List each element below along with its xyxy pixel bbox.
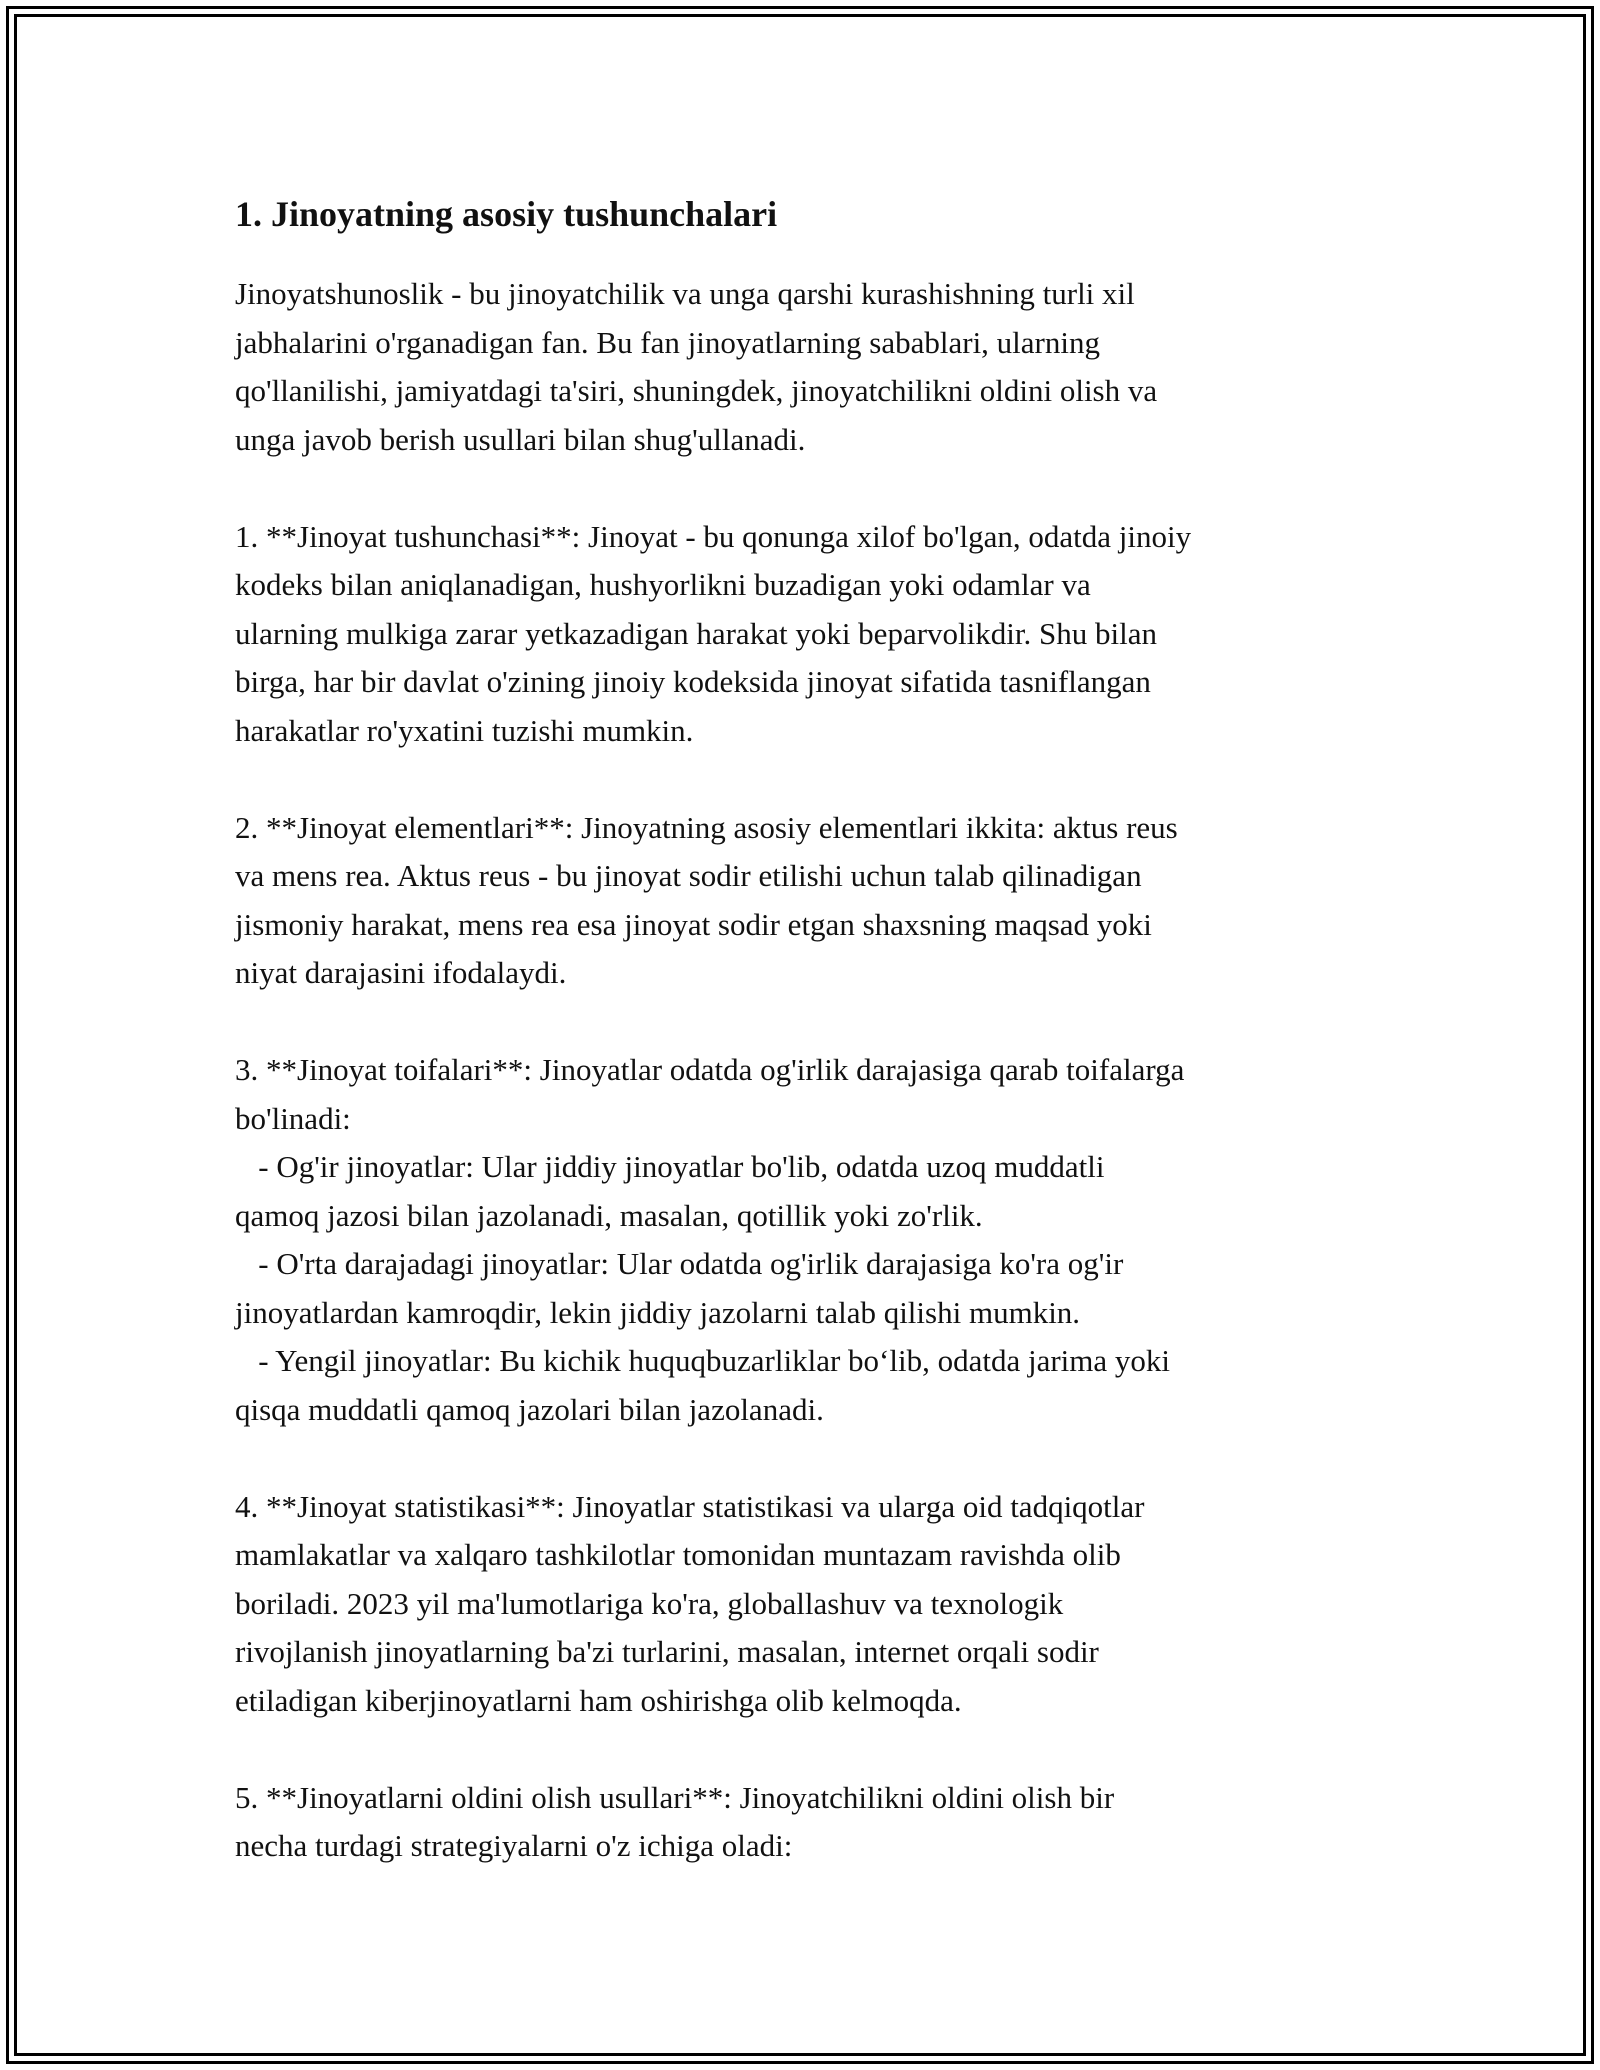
- text-line: 5. **Jinoyatlarni oldini olish usullari**: Jinoyatchilikni oldini olish bir: [235, 1779, 1115, 1815]
- list-item-crime-statistics: [235, 1483, 1395, 1726]
- text-line: Jinoyatshunoslik - bu jinoyatchilik va unga qarshi kurashishning turli xil: [235, 276, 1135, 311]
- text-line: jinoyatlardan kamroqdir, lekin jiddiy jazolarni talab qilishi mumkin.: [235, 1294, 1081, 1330]
- text-line: etiladigan kiberjinoyatlarni ham oshirishga olib kelmoqda.: [235, 1682, 962, 1718]
- text-line: jismoniy harakat, mens rea esa jinoyat sodir etgan shaxsning maqsad yoki: [235, 906, 1152, 942]
- text-line: bo'linadi:: [235, 1100, 351, 1136]
- text-line: va mens rea. Aktus reus - bu jinoyat sodir etilishi uchun talab qilinadigan: [235, 858, 1142, 893]
- sub-list-line: - O'rta darajadagi jinoyatlar: Ular odatda og'irlik darajasiga ko'ra og'ir: [235, 1246, 1124, 1281]
- text-line: rivojlanish jinoyatlarning ba'zi turlarini, masalan, internet orqali sodir: [235, 1634, 1099, 1669]
- section-heading: 1. Jinoyatning asosiy tushunchalari: [235, 194, 778, 234]
- document-body: [235, 186, 1395, 1919]
- text-line: birga, har bir davlat o'zining jinoiy kodeksida jinoyat sifatida tasniflangan: [235, 664, 1151, 699]
- text-line: 3. **Jinoyat toifalari**: Jinoyatlar odatda og'irlik darajasiga qarab toifalarga: [235, 1052, 1185, 1087]
- text-line: harakatlar ro'yxatini tuzishi mumkin.: [235, 712, 694, 748]
- text-line: boriladi. 2023 yil ma'lumotlariga ko'ra, globallashuv va texnologik: [235, 1585, 1064, 1621]
- sub-list-line: - Og'ir jinoyatlar: Ular jiddiy jinoyatlar bo'lib, odatda uzoq muddatli: [235, 1149, 1105, 1184]
- text-line: niyat darajasini ifodalaydi.: [235, 955, 567, 990]
- text-line: ularning mulkiga zarar yetkazadigan harakat yoki beparvolikdir. Shu bilan: [235, 615, 1157, 651]
- list-item-crime-concept: [235, 513, 1395, 756]
- text-line: unga javob berish usullari bilan shug'ullanadi.: [235, 421, 806, 457]
- list-item-crime-elements: [235, 804, 1395, 998]
- list-item-crime-prevention: [235, 1774, 1395, 1871]
- list-item-crime-categories: [235, 1046, 1395, 1434]
- text-line: jabhalarini o'rganadigan fan. Bu fan jinoyatlarning sabablari, ularning: [235, 324, 1100, 360]
- text-line: qamoq jazosi bilan jazolanadi, masalan, qotillik yoki zo'rlik.: [235, 1197, 983, 1233]
- text-line: 4. **Jinoyat statistikasi**: Jinoyatlar statistikasi va ularga oid tadqiqotlar: [235, 1488, 1145, 1524]
- intro-paragraph: [235, 270, 1395, 464]
- text-line: kodeks bilan aniqlanadigan, hushyorlikni buzadigan yoki odamlar va: [235, 567, 1091, 602]
- text-line: qisqa muddatli qamoq jazolari bilan jazolanadi.: [235, 1391, 824, 1427]
- text-line: mamlakatlar va xalqaro tashkilotlar tomonidan muntazam ravishda olib: [235, 1537, 1121, 1572]
- text-line: necha turdagi strategiyalarni o'z ichiga oladi:: [235, 1828, 793, 1863]
- sub-list-line: - Yengil jinoyatlar: Bu kichik huquqbuzarliklar bo‘lib, odatda jarima yoki: [235, 1343, 1170, 1378]
- text-line: qo'llanilishi, jamiyatdagi ta'siri, shuningdek, jinoyatchilikni oldini olish va: [235, 373, 1158, 408]
- text-line: 2. **Jinoyat elementlari**: Jinoyatning asosiy elementlari ikkita: aktus reus: [235, 809, 1178, 845]
- text-line: 1. **Jinoyat tushunchasi**: Jinoyat - bu qonunga xilof bo'lgan, odatda jinoiy: [235, 518, 1192, 554]
